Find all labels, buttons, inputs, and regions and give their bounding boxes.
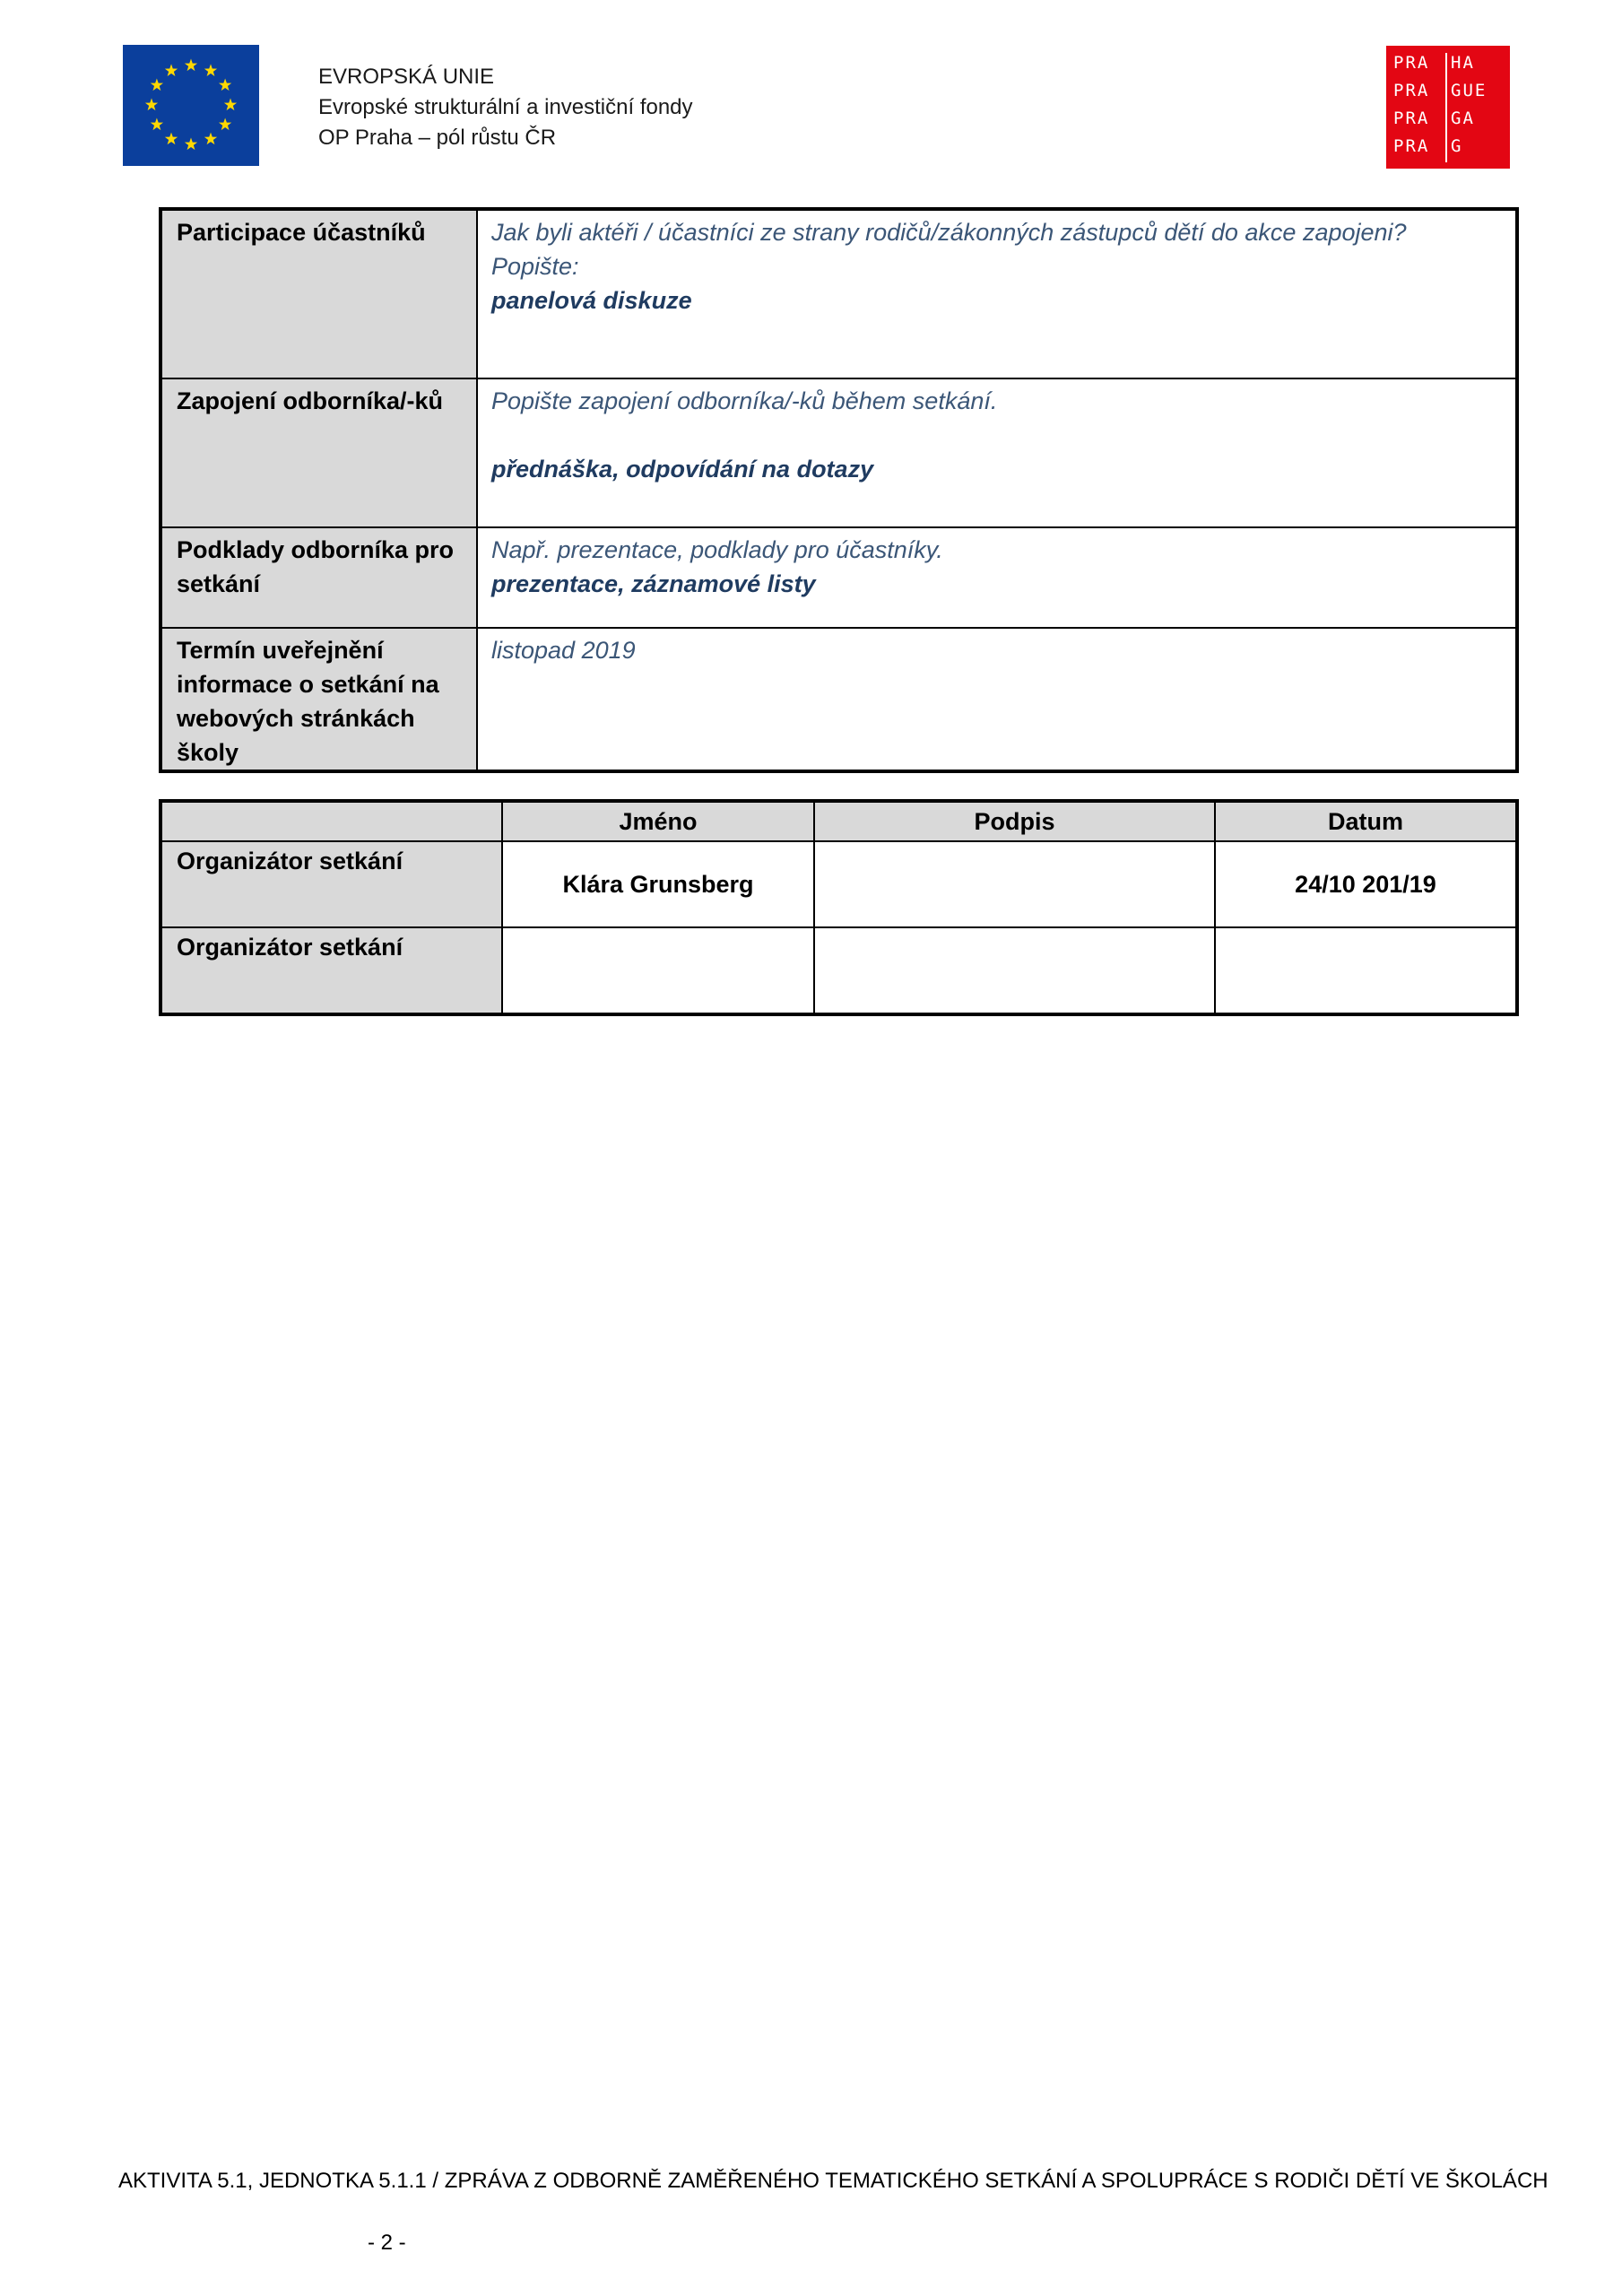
row-label: Zapojení odborníka/-ků	[160, 378, 477, 527]
row-label: Podklady odborníka pro setkání	[160, 527, 477, 628]
row-answer: prezentace, záznamové listy	[491, 570, 816, 597]
row-question: Jak byli aktéři / účastníci ze strany rodičů/zákonných zástupců dětí do akce zapojeni?	[491, 219, 1407, 246]
header-name: Jméno	[502, 801, 814, 841]
row-content	[477, 378, 1517, 527]
row-label: Organizátor setkání	[160, 927, 502, 1014]
row-prompt: Popište:	[491, 253, 579, 280]
header-date: Datum	[1215, 801, 1517, 841]
praha-logo-right: GUE	[1451, 81, 1488, 100]
signature-table	[159, 799, 1519, 1016]
row-question: Popište zapojení odborníka/-ků během setkání.	[491, 387, 998, 414]
eu-line-2: Evropské strukturální a investiční fondy	[318, 95, 693, 119]
row-label: Termín uveřejnění informace o setkání na webových stránkách školy	[160, 628, 477, 771]
meeting-details-table	[159, 207, 1519, 773]
praha-logo-left: PRA	[1393, 81, 1430, 100]
organizer-name: Klára Grunsberg	[502, 841, 814, 927]
eu-star-icon	[165, 64, 178, 76]
praha-logo-left: PRA	[1393, 109, 1430, 128]
row-label: Participace účastníků	[160, 209, 477, 378]
eu-star-icon	[165, 133, 178, 145]
eu-star-icon	[204, 133, 217, 145]
eu-program-text	[318, 62, 693, 153]
eu-line-1: EVROPSKÁ UNIE	[318, 65, 495, 89]
praha-logo-right: G	[1451, 136, 1463, 156]
table-row	[160, 927, 1517, 1014]
praha-logo-left: PRA	[1393, 53, 1430, 73]
organizer-name	[502, 927, 814, 1014]
eu-star-icon	[204, 64, 217, 76]
header-corner-cell	[160, 801, 502, 841]
header-signature: Podpis	[814, 801, 1215, 841]
row-question: Např. prezentace, podklady pro účastníky.	[491, 536, 943, 563]
row-answer: panelová diskuze	[491, 287, 692, 314]
row-content	[477, 628, 1517, 771]
eu-flag-logo	[123, 45, 259, 166]
eu-star-icon	[151, 118, 163, 131]
eu-stars-icon	[123, 45, 259, 166]
row-label: Organizátor setkání	[160, 841, 502, 927]
row-content	[477, 527, 1517, 628]
table-row	[160, 378, 1517, 527]
praha-logo	[1386, 46, 1510, 169]
eu-line-3: OP Praha – pól růstu ČR	[318, 126, 557, 150]
eu-star-icon	[224, 99, 237, 111]
praha-logo-row	[1386, 135, 1510, 161]
eu-star-icon	[185, 138, 197, 151]
eu-star-icon	[151, 79, 163, 91]
praha-logo-row	[1386, 79, 1510, 106]
praha-logo-row	[1386, 51, 1510, 78]
row-answer: přednáška, odpovídání na dotazy	[491, 456, 874, 483]
praha-logo-row	[1386, 107, 1510, 134]
table-row	[160, 527, 1517, 628]
spacer	[491, 418, 1506, 452]
row-content	[477, 209, 1517, 378]
eu-star-icon	[185, 59, 197, 72]
date-cell: 24/10 201/19	[1215, 841, 1517, 927]
signature-cell	[814, 927, 1215, 1014]
eu-star-icon	[145, 99, 158, 111]
praha-logo-right: HA	[1451, 53, 1475, 73]
table-row	[160, 209, 1517, 378]
table-row	[160, 628, 1517, 771]
date-cell	[1215, 927, 1517, 1014]
praha-logo-left: PRA	[1393, 136, 1430, 156]
document-footer: AKTIVITA 5.1, JEDNOTKA 5.1.1 / ZPRÁVA Z ODBORNĚ ZAMĚŘENÉHO TEMATICKÉHO SETKÁNÍ A SPOLUPRÁCE S RODIČI DĚTÍ VE ŠKOLÁCH	[118, 2169, 1548, 2193]
table-header-row	[160, 801, 1517, 841]
table-row	[160, 841, 1517, 927]
row-answer: listopad 2019	[491, 637, 636, 664]
page-number: - 2 -	[368, 2231, 406, 2255]
eu-star-icon	[219, 79, 231, 91]
praha-logo-right: GA	[1451, 109, 1475, 128]
eu-star-icon	[219, 118, 231, 131]
signature-cell	[814, 841, 1215, 927]
